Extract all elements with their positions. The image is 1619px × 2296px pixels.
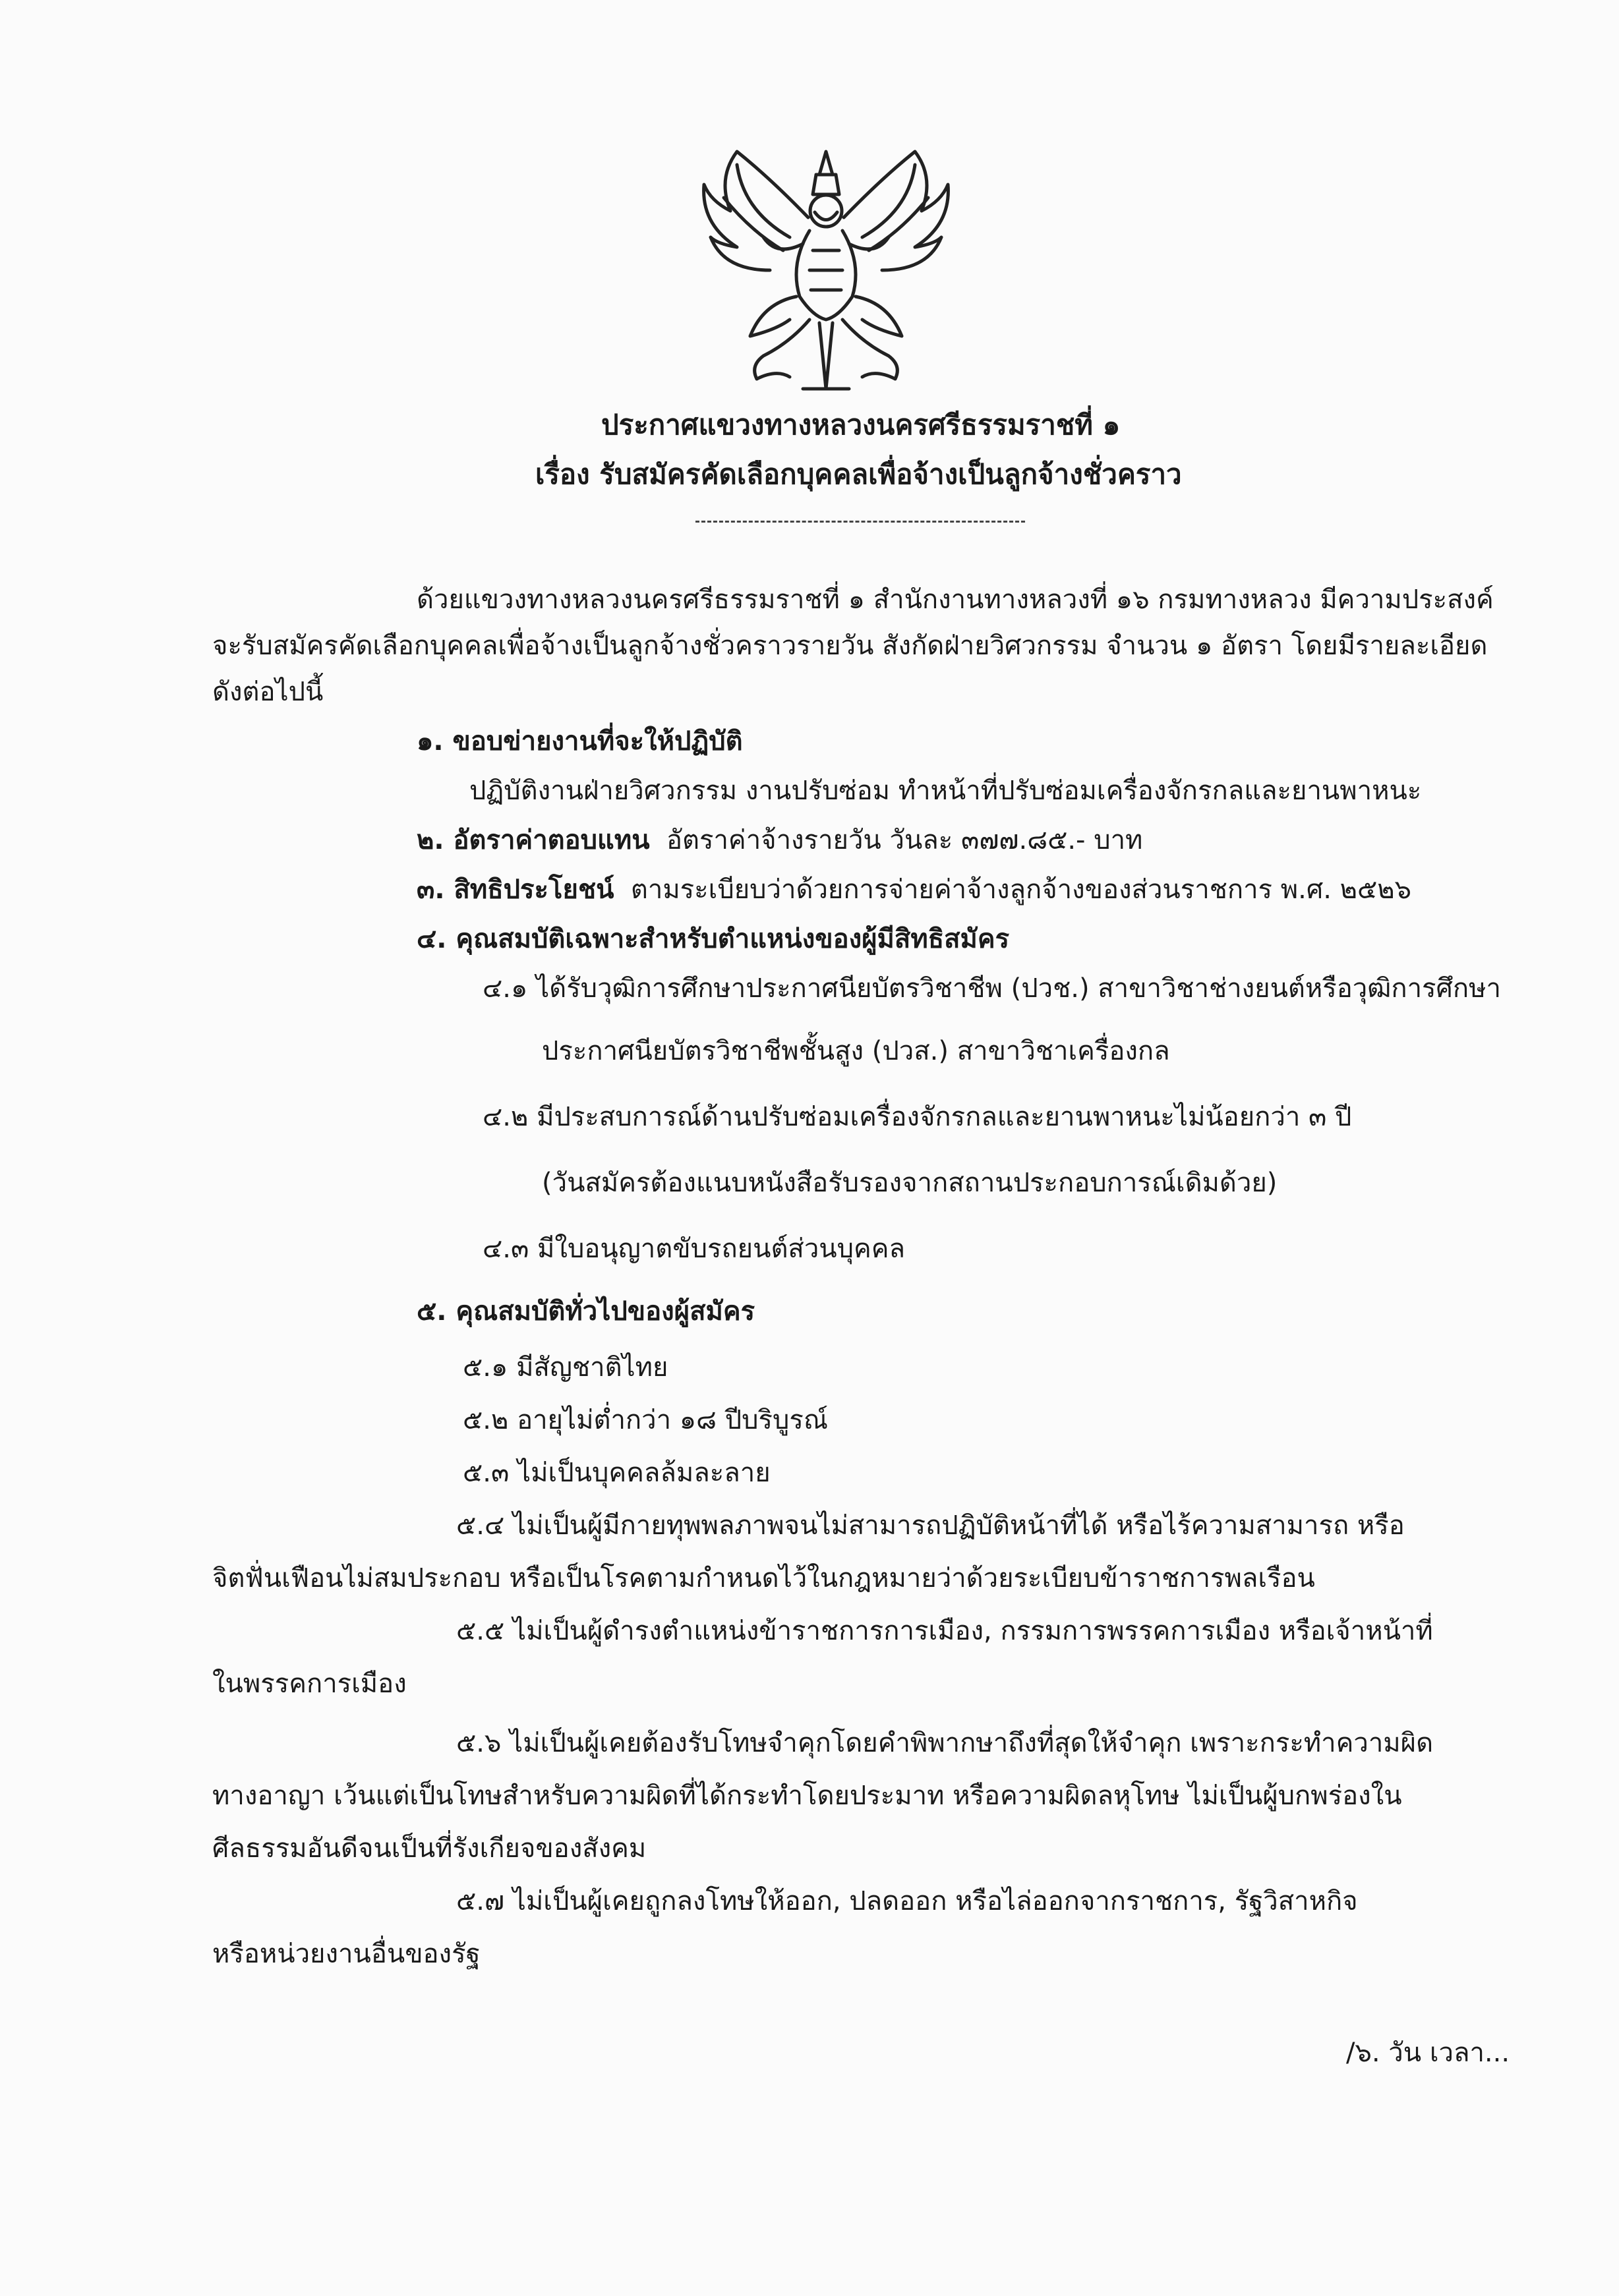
- section-5-item-2: ๕.๒ อายุไม่ต่ำกว่า ๑๘ ปีบริบูรณ์: [463, 1405, 828, 1435]
- section-5-item-7b: หรือหน่วยงานอื่นของรัฐ: [212, 1939, 481, 1969]
- section-5-item-6a: ๕.๖ ไม่เป็นผู้เคยต้องรับโทษจำคุกโดยคำพิพากษาถึงที่สุดให้จำคุก เพราะกระทำความผิด: [456, 1728, 1434, 1758]
- section-3: [417, 870, 1411, 909]
- garuda-emblem-icon: [691, 138, 961, 402]
- intro-line-3: ดังต่อไปนี้: [212, 677, 324, 707]
- intro-line-1: ด้วยแขวงทางหลวงนครศรีธรรมราชที่ ๑ สำนักงานทางหลวงที่ ๑๖ กรมทางหลวง มีความประสงค์: [417, 585, 1494, 615]
- section-5-item-7a: ๕.๗ ไม่เป็นผู้เคยถูกลงโทษให้ออก, ปลดออก หรือไล่ออกจากราชการ, รัฐวิสาหกิจ: [456, 1886, 1358, 1916]
- section-5-item-4a: ๕.๔ ไม่เป็นผู้มีกายทุพพลภาพจนไม่สามารถปฏิบัติหน้าที่ได้ หรือไร้ความสามารถ หรือ: [456, 1510, 1405, 1541]
- section-4-item-3: ๔.๓ มีใบอนุญาตขับรถยนต์ส่วนบุคคล: [483, 1234, 906, 1264]
- section-5-item-5b: ในพรรคการเมือง: [212, 1669, 407, 1699]
- page-continuation: /๖. วัน เวลา...: [1346, 2038, 1510, 2068]
- section-3-text: ตามระเบียบว่าด้วยการจ่ายค่าจ้างลูกจ้างของส่วนราชการ พ.ศ. ๒๕๒๖: [630, 875, 1412, 905]
- announcement-subject: เรื่อง รับสมัครคัดเลือกบุคคลเพื่อจ้างเป็นลูกจ้างชั่วคราว: [535, 458, 1182, 490]
- section-1-heading: ๑. ขอบข่ายงานที่จะให้ปฏิบัติ: [417, 726, 743, 757]
- intro-line-2: จะรับสมัครคัดเลือกบุคคลเพื่อจ้างเป็นลูกจ้างชั่วคราวรายวัน สังกัดฝ่ายวิศวกรรม จำนวน ๑ อัตรา โดยมีรายละเอียด: [212, 631, 1488, 661]
- section-5-item-6c: ศีลธรรมอันดีจนเป็นที่รังเกียจของสังคม: [212, 1833, 647, 1864]
- section-4-item-1a: ๔.๑ ได้รับวุฒิการศึกษาประกาศนียบัตรวิชาชีพ (ปวช.) สาขาวิชาช่างยนต์หรือวุฒิการศึกษา: [483, 973, 1501, 1004]
- section-4-item-1b: ประกาศนียบัตรวิชาชีพชั้นสูง (ปวส.) สาขาวิชาเครื่องกล: [542, 1036, 1170, 1066]
- section-5-item-1: ๕.๑ มีสัญชาติไทย: [463, 1352, 668, 1383]
- section-1-text: ปฏิบัติงานฝ่ายวิศวกรรม งานปรับซ่อม ทำหน้าที่ปรับซ่อมเครื่องจักรกลและยานพาหนะ: [469, 776, 1422, 806]
- announcement-title: ประกาศแขวงทางหลวงนครศรีธรรมราชที่ ๑: [601, 409, 1121, 441]
- section-5-heading: ๕. คุณสมบัติทั่วไปของผู้สมัคร: [417, 1296, 755, 1327]
- section-5-item-5a: ๕.๕ ไม่เป็นผู้ดำรงตำแหน่งข้าราชการการเมือง, กรรมการพรรคการเมือง หรือเจ้าหน้าที่: [456, 1616, 1433, 1646]
- section-4-heading: ๔. คุณสมบัติเฉพาะสำหรับตำแหน่งของผู้มีสิทธิสมัคร: [417, 924, 1010, 954]
- section-5-item-6b: ทางอาญา เว้นแต่เป็นโทษสำหรับความผิดที่ได้กระทำโดยประมาท หรือความผิดลหุโทษ ไม่เป็นผู้บกพร่องใน: [212, 1781, 1402, 1811]
- section-4-item-2a: ๔.๒ มีประสบการณ์ด้านปรับซ่อมเครื่องจักรกลและยานพาหนะไม่น้อยกว่า ๓ ปี: [483, 1102, 1352, 1132]
- title-divider: [695, 521, 1025, 523]
- section-5-item-3: ๕.๓ ไม่เป็นบุคคลล้มละลาย: [463, 1458, 771, 1488]
- section-2-heading: ๒. อัตราค่าตอบแทน: [417, 825, 650, 855]
- section-4-item-2b: (วันสมัครต้องแนบหนังสือรับรองจากสถานประกอบการณ์เดิมด้วย): [542, 1168, 1278, 1198]
- section-2: [417, 820, 1142, 860]
- section-2-text: อัตราค่าจ้างรายวัน วันละ ๓๗๗.๘๕.- บาท: [666, 825, 1143, 855]
- section-5-item-4b: จิตฟั่นเฟือนไม่สมประกอบ หรือเป็นโรคตามกำหนดไว้ในกฎหมายว่าด้วยระเบียบข้าราชการพลเรือน: [212, 1563, 1315, 1593]
- section-3-heading: ๓. สิทธิประโยชน์: [417, 875, 614, 905]
